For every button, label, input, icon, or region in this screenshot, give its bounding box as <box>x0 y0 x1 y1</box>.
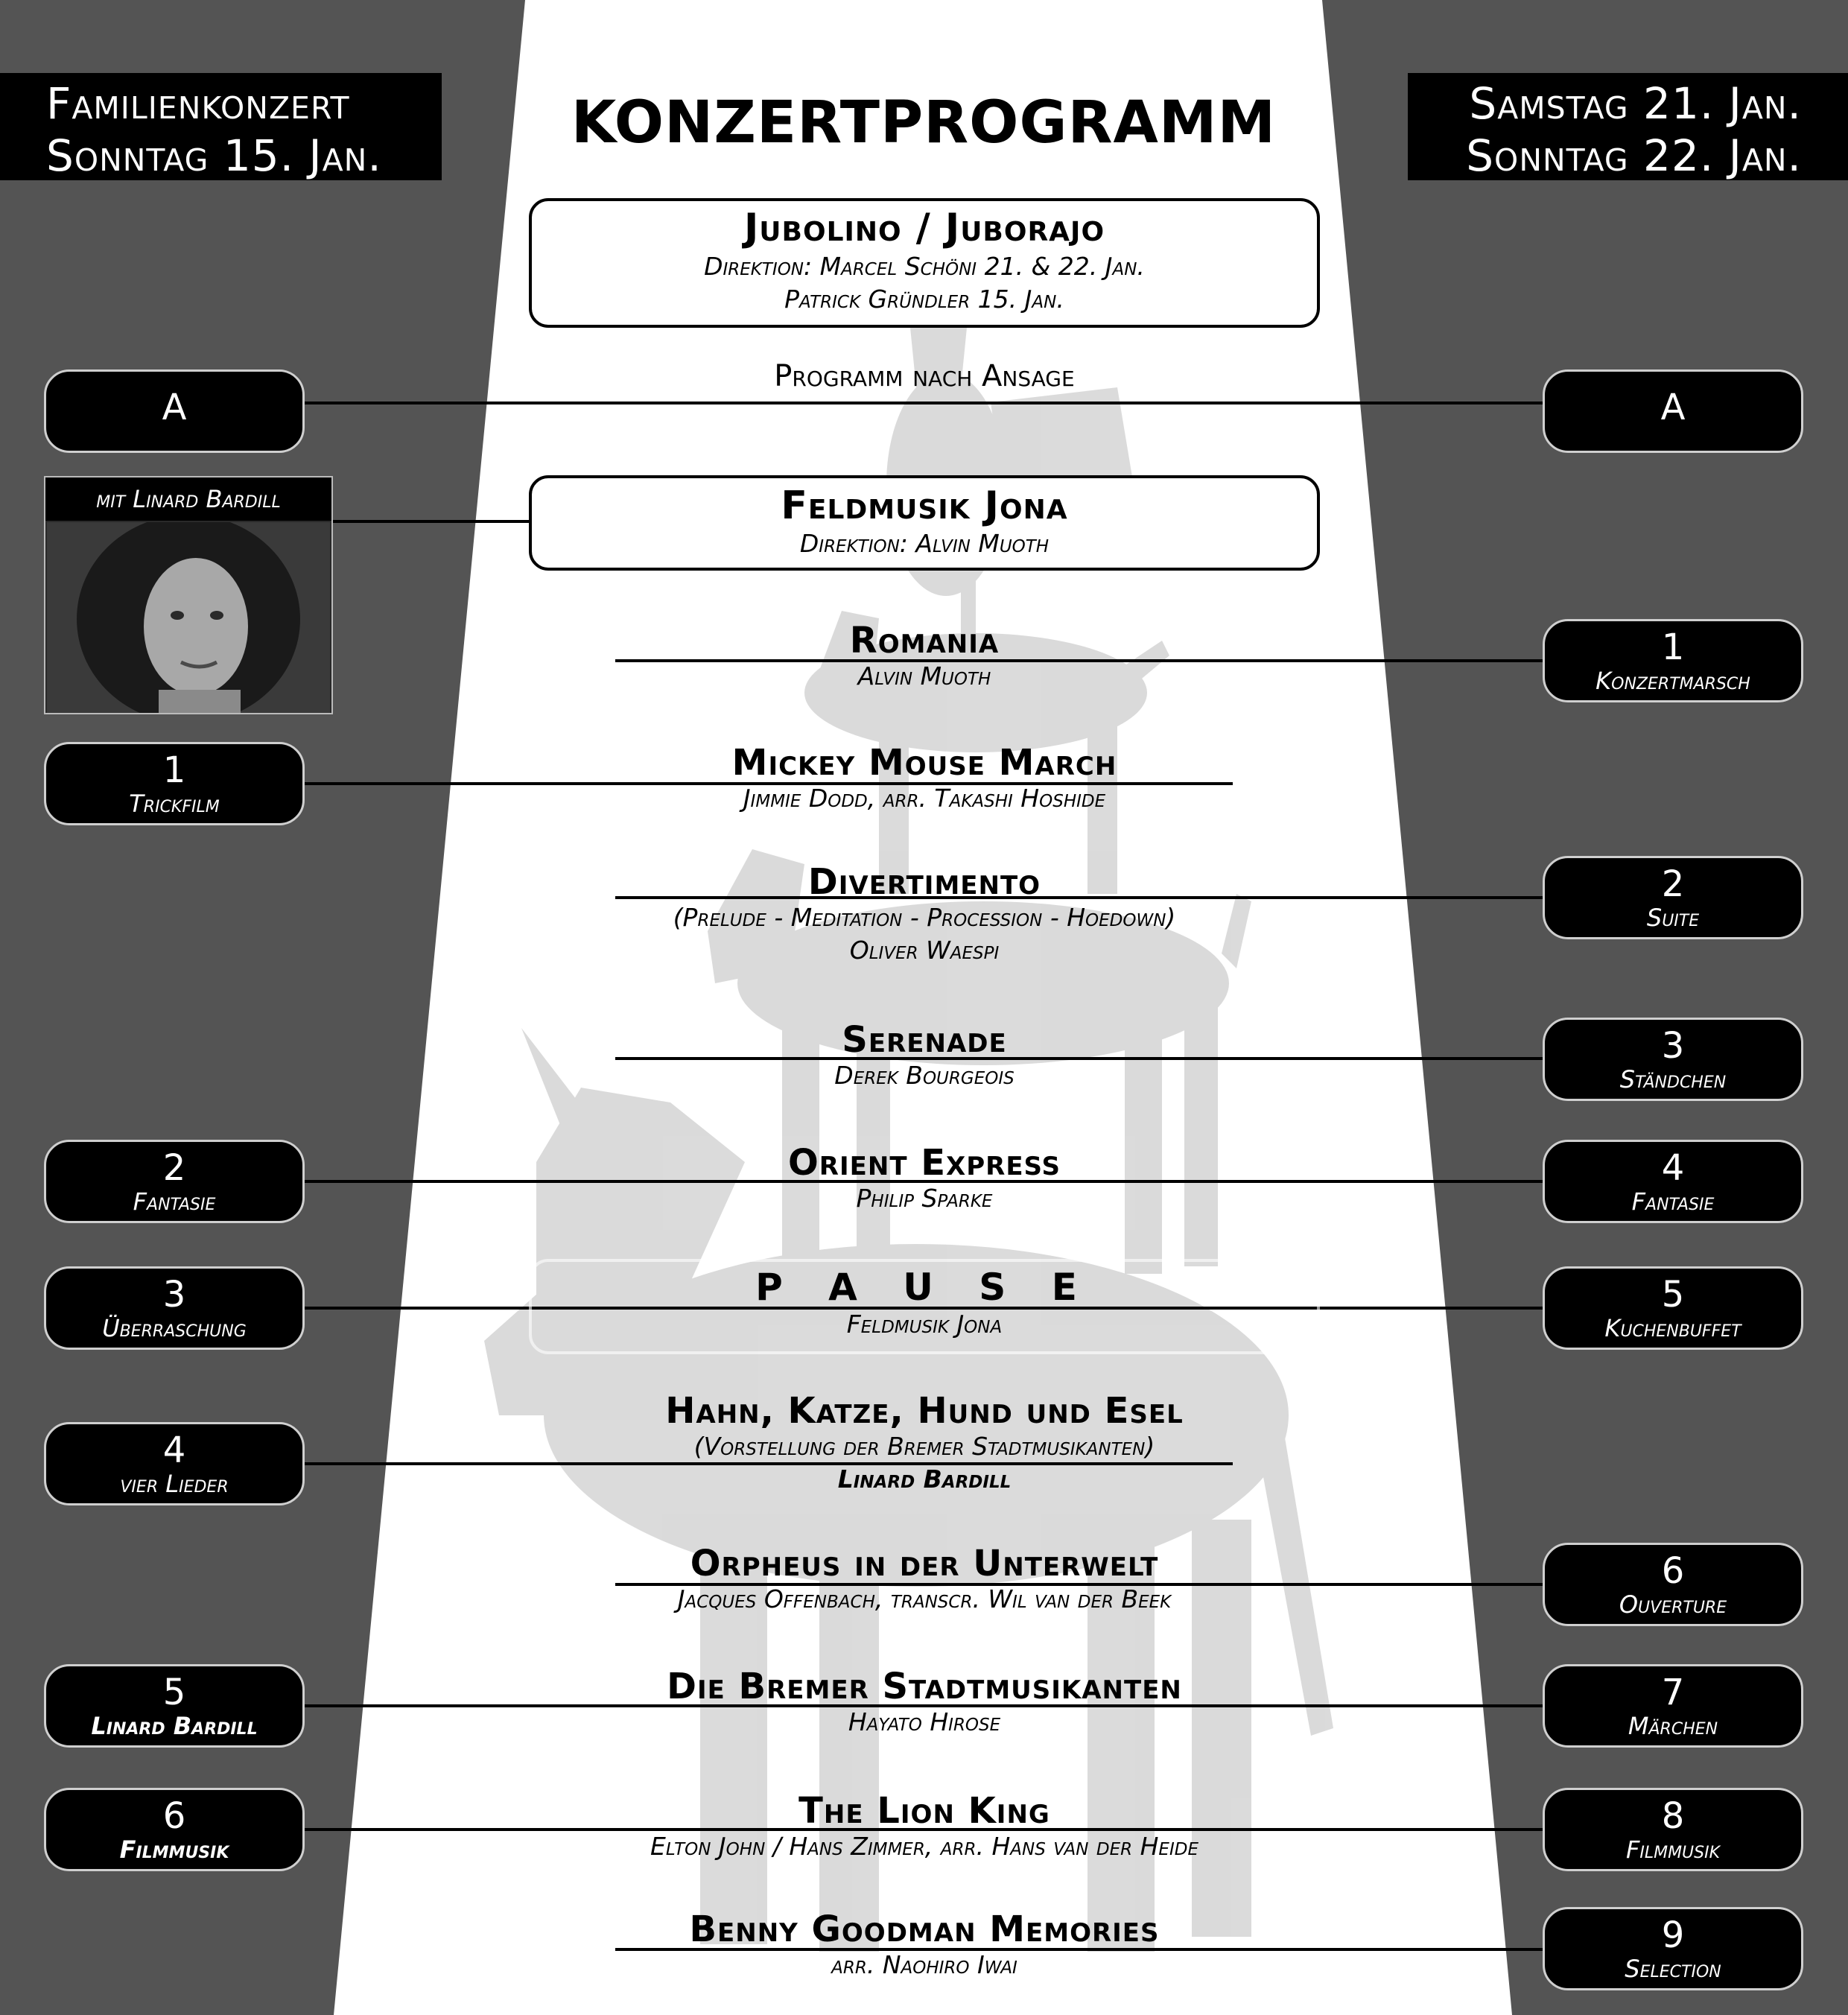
pill-label: Ouverture <box>1619 1590 1727 1619</box>
pill-label: Filmmusik <box>1625 1835 1721 1864</box>
family-item-3 <box>44 1266 305 1350</box>
piece-divertimento <box>566 863 1283 967</box>
family-concert-label: Familienkonzert <box>46 78 350 129</box>
piece-benny-goodman <box>566 1910 1283 1981</box>
main-item-1 <box>1543 619 1803 702</box>
pill-number: 1 <box>162 749 186 791</box>
pill-label: Trickfilm <box>129 790 220 818</box>
main-item-3 <box>1543 1018 1803 1101</box>
jubolino-direction: Direktion: Marcel Schöni 21. & 22. Jan. <box>704 252 1145 281</box>
piece-title: The Lion King <box>798 1790 1050 1832</box>
pill-number: 2 <box>1661 863 1685 905</box>
piece-title: Romania <box>849 620 1000 661</box>
main-concert-date-2: Sonntag 22. Jan. <box>1466 130 1802 181</box>
page-title: KONZERTPROGRAMM <box>571 89 1277 156</box>
pill-number: 4 <box>1661 1147 1685 1189</box>
family-item-a <box>44 369 305 453</box>
piece-title: Divertimento <box>807 861 1041 903</box>
family-item-4 <box>44 1422 305 1505</box>
piece-orpheus <box>566 1544 1283 1616</box>
family-item-6 <box>44 1788 305 1871</box>
piece-title: Die Bremer Stadtmusikanten <box>667 1666 1182 1707</box>
main-concert-header <box>1408 73 1848 180</box>
pause-host: Feldmusik Jona <box>846 1310 1003 1339</box>
programm-note-entry <box>566 358 1283 395</box>
pill-number: 5 <box>162 1672 186 1713</box>
piece-composer: Oliver Waespi <box>849 936 1000 965</box>
jubolino-direction-2: Patrick Gründler 15. Jan. <box>784 285 1064 314</box>
piece-composer: Jacques Offenbach, transcr. Wil van der Beek <box>677 1584 1172 1613</box>
main-item-7 <box>1543 1664 1803 1748</box>
piece-movements: (Prelude - Meditation - Procession - Hoedown) <box>673 903 1176 932</box>
pill-label: Fantasie <box>133 1187 216 1216</box>
pill-label: Überraschung <box>102 1314 247 1342</box>
piece-romania <box>566 621 1283 693</box>
piece-mickey-mouse-march <box>566 743 1283 815</box>
pill-label: Märchen <box>1628 1712 1718 1740</box>
pill-label: Filmmusik <box>119 1835 229 1864</box>
feldmusik-jona-title: Feldmusik Jona <box>781 483 1068 528</box>
pill-label: Linard Bardill <box>91 1712 258 1740</box>
jubolino-entry <box>566 206 1283 316</box>
family-item-5 <box>44 1664 305 1748</box>
pill-number: 7 <box>1661 1672 1685 1713</box>
main-item-6 <box>1543 1543 1803 1626</box>
pill-label: vier Lieder <box>120 1470 229 1498</box>
piece-subtitle: (Vorstellung der Bremer Stadtmusikanten) <box>693 1432 1155 1461</box>
piece-composer: Philip Sparke <box>856 1184 993 1213</box>
guest-portrait-image <box>47 522 330 713</box>
pause-entry <box>566 1266 1283 1341</box>
piece-lion-king <box>566 1792 1283 1863</box>
pill-number: 6 <box>1661 1550 1685 1592</box>
family-concert-date: Sonntag 15. Jan. <box>46 130 382 181</box>
jubolino-title: Jubolino / Juborajo <box>743 206 1105 250</box>
pill-number: 9 <box>1661 1914 1685 1956</box>
pill-label: Fantasie <box>1631 1187 1715 1216</box>
guest-caption: mit Linard Bardill <box>45 477 331 521</box>
main-item-8 <box>1543 1788 1803 1871</box>
pill-label: Suite <box>1646 904 1700 932</box>
piece-composer: Alvin Muoth <box>857 661 991 691</box>
piece-title: Orpheus in der Unterwelt <box>690 1543 1159 1584</box>
piece-hahn-katze-hund-esel <box>566 1392 1283 1496</box>
pill-number: A <box>162 387 187 428</box>
pill-number: 1 <box>1661 626 1685 668</box>
piece-composer: Hayato Hirose <box>848 1707 1001 1736</box>
main-item-4 <box>1543 1140 1803 1223</box>
pill-number: 2 <box>162 1147 186 1189</box>
piece-title: Serenade <box>842 1019 1007 1061</box>
piece-title: Mickey Mouse March <box>731 742 1117 784</box>
pill-label: Kuchenbuffet <box>1604 1314 1741 1342</box>
pill-label: Konzertmarsch <box>1595 667 1750 695</box>
family-concert-header <box>0 73 442 180</box>
main-concert-date-1: Samstag 21. Jan. <box>1469 78 1802 129</box>
piece-composer: Elton John / Hans Zimmer, arr. Hans van der Heide <box>650 1832 1198 1861</box>
piece-orient-express <box>566 1143 1283 1215</box>
pill-number: 4 <box>162 1429 186 1471</box>
main-item-2 <box>1543 856 1803 939</box>
family-item-2 <box>44 1140 305 1223</box>
pause-title: P A U S E <box>755 1266 1093 1309</box>
piece-title: Benny Goodman Memories <box>689 1908 1160 1950</box>
pill-number: 5 <box>1661 1274 1685 1316</box>
pill-number: 6 <box>162 1795 186 1837</box>
family-item-1 <box>44 742 305 825</box>
pill-number: 3 <box>1661 1025 1685 1067</box>
piece-composer: Derek Bourgeois <box>834 1061 1015 1090</box>
pill-label: Selection <box>1625 1955 1721 1983</box>
piece-bremer-stadtmusikanten <box>566 1667 1283 1739</box>
piece-serenade <box>566 1021 1283 1092</box>
programm-note: Programm nach Ansage <box>774 359 1075 393</box>
piece-composer: Linard Bardill <box>837 1465 1012 1494</box>
piece-composer: Jimmie Dodd, arr. Takashi Hoshide <box>743 784 1106 813</box>
piece-title: Orient Express <box>788 1142 1061 1184</box>
main-item-a <box>1543 369 1803 453</box>
pill-label: Ständchen <box>1619 1065 1727 1094</box>
pill-number: 8 <box>1661 1795 1685 1837</box>
feldmusik-jona-entry <box>566 484 1283 560</box>
main-item-5 <box>1543 1266 1803 1350</box>
guest-photo-box <box>44 476 333 714</box>
piece-title: Hahn, Katze, Hund und Esel <box>665 1390 1184 1432</box>
main-item-9 <box>1543 1907 1803 1990</box>
pill-number: A <box>1660 387 1686 428</box>
feldmusik-jona-direction: Direktion: Alvin Muoth <box>799 529 1050 558</box>
piece-composer: arr. Naohiro Iwai <box>831 1950 1017 1979</box>
pill-number: 3 <box>162 1274 186 1316</box>
